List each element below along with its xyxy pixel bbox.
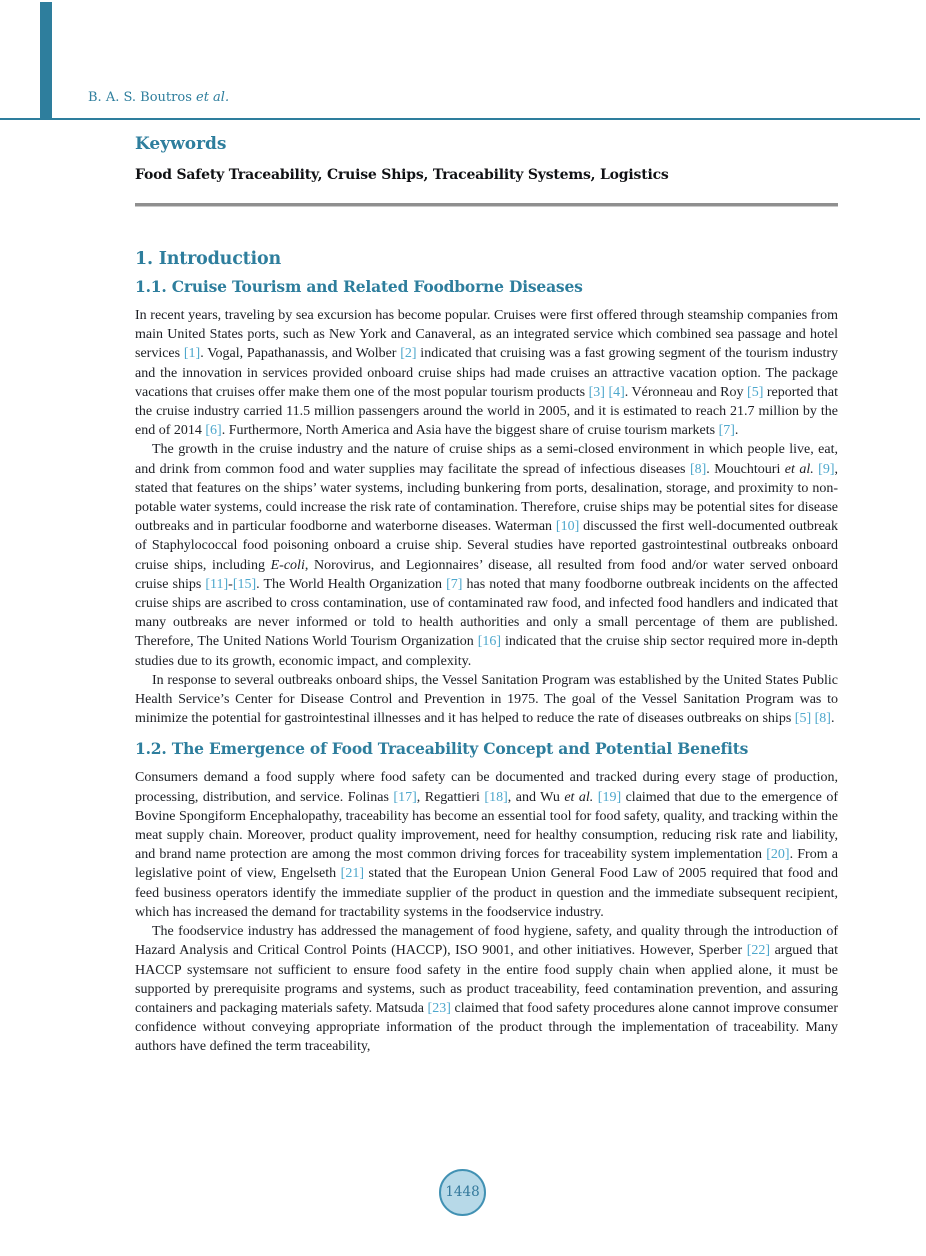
text-run: . Vogal, Papathanassis, and Wolber	[200, 346, 401, 362]
text-run: claimed that food safety procedures alone cannot improve consumer confidence without conveying appropriate information of the product through the implementation of traceability. Many authors have defined the term traceability,	[135, 1000, 838, 1055]
running-head	[88, 90, 229, 106]
text-run: Consumers demand a food supply where food safety can be documented and tracked during every stage of production, processing, distribution, and service. Folinas	[135, 770, 838, 805]
page-number-badge	[439, 1169, 486, 1216]
citation-link[interactable]: [9]	[818, 461, 835, 477]
citation-link[interactable]: [7]	[718, 423, 735, 439]
section-heading: 1.2. The Emergence of Food Traceability Concept and Potential Benefits	[135, 739, 749, 759]
paragraph	[135, 922, 838, 1056]
citation-link[interactable]: [23]	[427, 1000, 451, 1016]
italic-text: E-coli	[270, 557, 305, 573]
text-run: . From a legislative point of view, Engelseth	[135, 847, 838, 882]
citation-link[interactable]: [5]	[747, 384, 764, 400]
citation-link[interactable]: [21]	[340, 866, 364, 882]
citation-link[interactable]: [16]	[477, 634, 502, 650]
journal-corner-bar	[40, 2, 52, 118]
text-run: .	[734, 423, 739, 439]
text-run: claimed that due to the emergence of Bovine Spongiform Encephalopathy, traceability has become an essential tool for food safety, quality, and tracking within the meat supply chain. Moreover, product quality improvement, need for healthy consumption, reducing risk rate and liability, and brand name protection are among the most common driving forces for traceability system implementation	[135, 789, 839, 863]
italic-text: et al.	[784, 461, 814, 477]
text-run: .	[830, 711, 835, 727]
section-heading: 1. Introduction	[135, 249, 281, 269]
paragraph	[135, 306, 838, 440]
citation-link[interactable]: [15]	[232, 576, 257, 592]
keywords-text: Food Safety Traceability, Cruise Ships, Traceability Systems, Logistics	[135, 167, 669, 183]
citation-link[interactable]: [11]	[205, 576, 229, 592]
citation-link[interactable]: [2]	[400, 346, 417, 362]
running-head-author: B. A. S. Boutros	[88, 90, 196, 105]
citation-link[interactable]: [10]	[555, 519, 580, 535]
italic-text: et al.	[564, 789, 594, 805]
text-run: indicated that cruising was a fast growing segment of the tourism industry and the innovation in services provided onboard cruise ships had made cruises an attractive vacation option. The package vacations that cruises offer make them one of the most popular tourism products	[135, 346, 838, 400]
text-run: , Regattieri	[416, 789, 485, 805]
citation-link[interactable]: [8]	[814, 711, 831, 727]
text-run: reported that the cruise industry carried 11.5 million passengers around the world in 2005, and it is estimated to reach 21.7 million by the end of 2014	[135, 384, 839, 439]
text-run: , and Wu	[507, 789, 565, 805]
text-run: has noted that many foodborne outbreak incidents on the affected cruise ships are ascribed to cross contamination, use of contaminated raw food, and infected food handlers and indicated that many outbreaks are never informed or told to health authorities and only a small percentage of them are published. Therefore, The United Nations World Tourism Organization	[135, 576, 838, 650]
text-run: . Furthermore, North America and Asia have the biggest share of cruise tourism markets	[221, 423, 719, 439]
paragraph	[135, 671, 838, 729]
section-heading: 1.1. Cruise Tourism and Related Foodborne Diseases	[135, 277, 583, 296]
citation-link[interactable]: [19]	[597, 789, 622, 805]
text-run: discussed the first well-documented outbreak of Staphylococcal food poisoning onboard a cruise ship. Several studies have reported gastrointestinal outbreaks onboard cruise ships, including	[135, 519, 839, 573]
citation-link[interactable]: [4]	[608, 384, 625, 400]
text-run: -	[228, 576, 233, 592]
citation-link[interactable]: [5]	[794, 711, 812, 727]
text-run: The foodservice industry has addressed the management of food hygiene, safety, and quality through the introduction of Hazard Analysis and Critical Control Points (HACCP), ISO 9001, and other initiatives. However, Sperber	[135, 924, 838, 959]
keywords-heading: Keywords	[135, 134, 227, 154]
text-run: indicated that the cruise ship sector required more in-depth studies due to its growth, economic impact, and complexity.	[135, 634, 839, 669]
keywords-divider	[135, 203, 838, 207]
text-run: , Norovirus, and Legionnaires’ disease, all resulted from food and/or water served onboard cruise ships	[135, 557, 838, 592]
article-content	[135, 248, 838, 1057]
citation-link[interactable]: [22]	[746, 943, 771, 959]
text-run: In response to several outbreaks onboard ships, the Vessel Sanitation Program was established by the United States Public Health Service’s Center for Disease Control and Prevention in 1975. The goal of the Vessel Sanitation Program was to minimize the potential for gastrointestinal illnesses and it has helped to reduce the rate of diseases outbreaks on ships	[135, 672, 838, 727]
text-run: . The World Health Organization	[256, 576, 447, 592]
running-head-etal: et al.	[196, 90, 230, 105]
text-run: . Véronneau and Roy	[624, 384, 748, 400]
text-run: The growth in the cruise industry and the nature of cruise ships as a semi-closed environment in which people live, eat, and drink from common food and water supplies may facilitate the spread of infectious diseases	[135, 442, 838, 477]
citation-link[interactable]: [6]	[205, 423, 222, 439]
paragraph	[135, 768, 838, 922]
citation-link[interactable]: [3]	[588, 384, 605, 400]
citation-link[interactable]: [17]	[393, 789, 417, 805]
text-run: . Mouchtouri	[706, 461, 785, 477]
citation-link[interactable]: [7]	[446, 576, 463, 592]
citation-link[interactable]: [18]	[484, 789, 508, 805]
text-run: In recent years, traveling by sea excursion has become popular. Cruises were first offered through steamship companies from main United States ports, such as New York and Canaveral, as an integrated service which combined sea passage and hotel services	[135, 308, 838, 362]
paragraph	[135, 440, 838, 670]
citation-link[interactable]: [1]	[183, 346, 201, 362]
text-run: argued that HACCP systemsare not sufficient to ensure food safety in the entire food supply chain when applied alone, it must be supported by prerequisite programs and systems, such as product traceability, feed contamination prevention, and assuring containers and packaging materials safety. Matsuda	[135, 943, 838, 1016]
content-column	[135, 133, 838, 1057]
header-rule	[0, 118, 920, 120]
text-run: , stated that features on the ships’ water systems, including bunkering from ports, desalination, storage, and proximity to non-potable water systems, could increase the risk rate of contamination. Therefore, cruise ships may be potential sites for disease outbreaks and in particular foodborne and waterborne diseases. Waterman	[135, 461, 839, 535]
text-run: stated that the European Union General Food Law of 2005 required that food and feed business operators identify the immediate supplier of the product in question and the immediate subsequent recipient, which has increased the demand for tractability systems in the foodservice industry.	[135, 866, 838, 920]
page-number: 1448	[445, 1183, 480, 1200]
citation-link[interactable]: [20]	[766, 847, 790, 863]
citation-link[interactable]: [8]	[689, 461, 707, 477]
